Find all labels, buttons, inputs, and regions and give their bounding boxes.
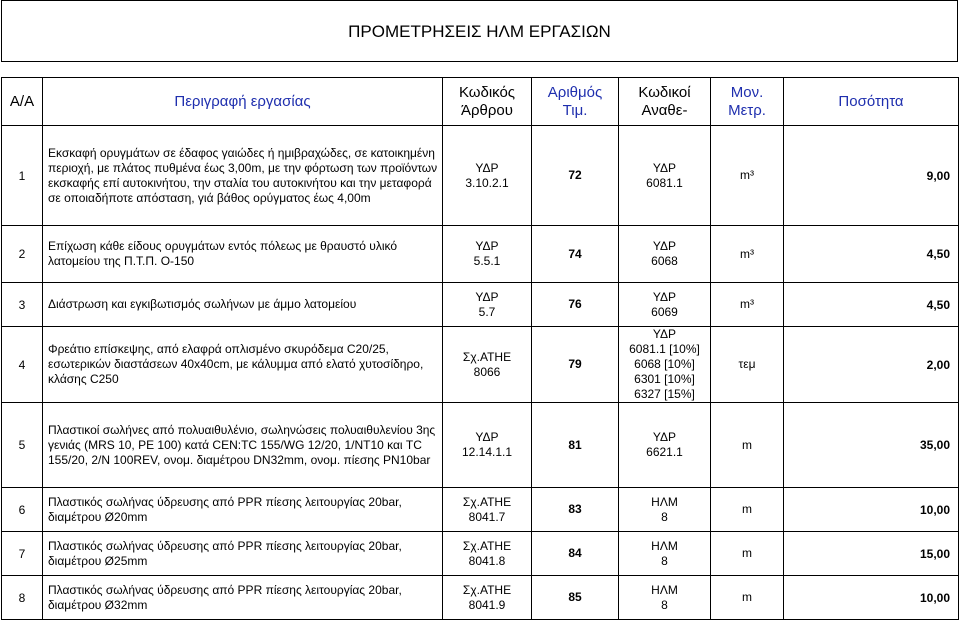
row-analysis: ΥΔΡ 6081.1 [619,126,711,226]
row-code: Σχ.ΑΤΗΕ 8041.9 [443,576,532,620]
row-description: Διάστρωση και εγκιβωτισμός σωλήνων με άμμο λατομείου [43,283,443,327]
row-description: Εκσκαφή ορυγμάτων σε έδαφος γαιώδες ή ημιβραχώδες, σε κατοικημένη περιοχή, με πλάτος πυθμένα έως 3,00m, με την φόρτωση των προϊόντων εκσκαφής επί αυτοκινήτου, την σταλία του αυτοκινήτου και την μεταφορά σε οποιαδήποτε απόσταση, γιά βάθος ορύγματος έως 4,00m [43,126,443,226]
row-index: 6 [2,488,43,532]
row-unit: m³ [711,226,784,283]
row-quantity: 4,50 [784,283,959,327]
row-description: Πλαστικός σωλήνας ύδρευσης από PPR πίεσης λειτουργίας 20bar, διαμέτρου Ø32mm [43,576,443,620]
title-box [1,0,958,62]
row-analysis: ΥΔΡ 6068 [619,226,711,283]
table-row [2,283,959,327]
header-index: Α/Α [2,78,43,126]
row-index: 2 [2,226,43,283]
row-index: 1 [2,126,43,226]
row-code: Σχ.ΑΤΗΕ 8041.8 [443,532,532,576]
row-price-no: 81 [532,403,619,488]
table-row [2,532,959,576]
header-description: Περιγραφή εργασίας [43,78,443,126]
header-price-no: Αριθμός Τιμ. [532,78,619,126]
row-unit: m³ [711,126,784,226]
row-quantity: 10,00 [784,576,959,620]
row-quantity: 15,00 [784,532,959,576]
row-description: Επίχωση κάθε είδους ορυγμάτων εντός πόλεως με θραυστό υλικό λατομείου της Π.Τ.Π. Ο-150 [43,226,443,283]
row-quantity: 35,00 [784,403,959,488]
table-row [2,576,959,620]
row-description: Πλαστικός σωλήνας ύδρευσης από PPR πίεσης λειτουργίας 20bar, διαμέτρου Ø25mm [43,532,443,576]
row-index: 7 [2,532,43,576]
row-quantity: 10,00 [784,488,959,532]
page-title: ΠΡΟΜΕΤΡΗΣΕΙΣ ΗΛΜ ΕΡΓΑΣΙΩΝ [348,22,611,41]
row-quantity: 9,00 [784,126,959,226]
row-code: Σχ.ΑΤΗΕ 8066 [443,327,532,403]
row-price-no: 79 [532,327,619,403]
row-description: Πλαστικός σωλήνας ύδρευσης από PPR πίεσης λειτουργίας 20bar, διαμέτρου Ø20mm [43,488,443,532]
header-row [2,78,959,126]
row-analysis: ΗΛΜ 8 [619,532,711,576]
row-description: Φρεάτιο επίσκεψης, από ελαφρά οπλισμένο σκυρόδεμα C20/25, εσωτερικών διαστάσεων 40x40cm, με κάλυμμα από ελατό χυτοσίδηρο, κλάσης C250 [43,327,443,403]
row-analysis: ΗΛΜ 8 [619,488,711,532]
table-row [2,403,959,488]
row-code: ΥΔΡ 5.7 [443,283,532,327]
row-price-no: 74 [532,226,619,283]
row-unit: m [711,488,784,532]
row-code: ΥΔΡ 5.5.1 [443,226,532,283]
table-row [2,488,959,532]
row-price-no: 76 [532,283,619,327]
row-quantity: 4,50 [784,226,959,283]
row-code: ΥΔΡ 3.10.2.1 [443,126,532,226]
header-unit: Μον. Μετρ. [711,78,784,126]
row-unit: m³ [711,283,784,327]
row-analysis: ΥΔΡ 6081.1 [10%] 6068 [10%] 6301 [10%] 6327 [15%] [619,327,711,403]
table-row [2,327,959,403]
row-index: 3 [2,283,43,327]
table-row [2,126,959,226]
row-price-no: 83 [532,488,619,532]
row-quantity: 2,00 [784,327,959,403]
row-analysis: ΥΔΡ 6621.1 [619,403,711,488]
row-code: ΥΔΡ 12.14.1.1 [443,403,532,488]
row-analysis: ΥΔΡ 6069 [619,283,711,327]
row-unit: τεμ [711,327,784,403]
row-index: 5 [2,403,43,488]
row-analysis: ΗΛΜ 8 [619,576,711,620]
header-quantity: Ποσότητα [784,78,959,126]
row-unit: m [711,532,784,576]
header-code: Κωδικός Άρθρου [443,78,532,126]
row-price-no: 84 [532,532,619,576]
measurements-table [1,77,959,620]
header-analysis: Κωδικοί Αναθε- [619,78,711,126]
row-index: 4 [2,327,43,403]
row-code: Σχ.ΑΤΗΕ 8041.7 [443,488,532,532]
row-unit: m [711,403,784,488]
row-description: Πλαστικοί σωλήνες από πολυαιθυλένιο, σωληνώσεις πολυαιθυλενίου 3ης γενιάς (MRS 10, PE 100) κατά CEN:TC 155/WG 12/20, 1/NT10 και TC 155/20, 2/N 100REV, ονομ. διαμέτρου DN32mm, ονομ. πίεσης PN10bar [43,403,443,488]
row-index: 8 [2,576,43,620]
row-price-no: 72 [532,126,619,226]
row-price-no: 85 [532,576,619,620]
table-row [2,226,959,283]
row-unit: m [711,576,784,620]
